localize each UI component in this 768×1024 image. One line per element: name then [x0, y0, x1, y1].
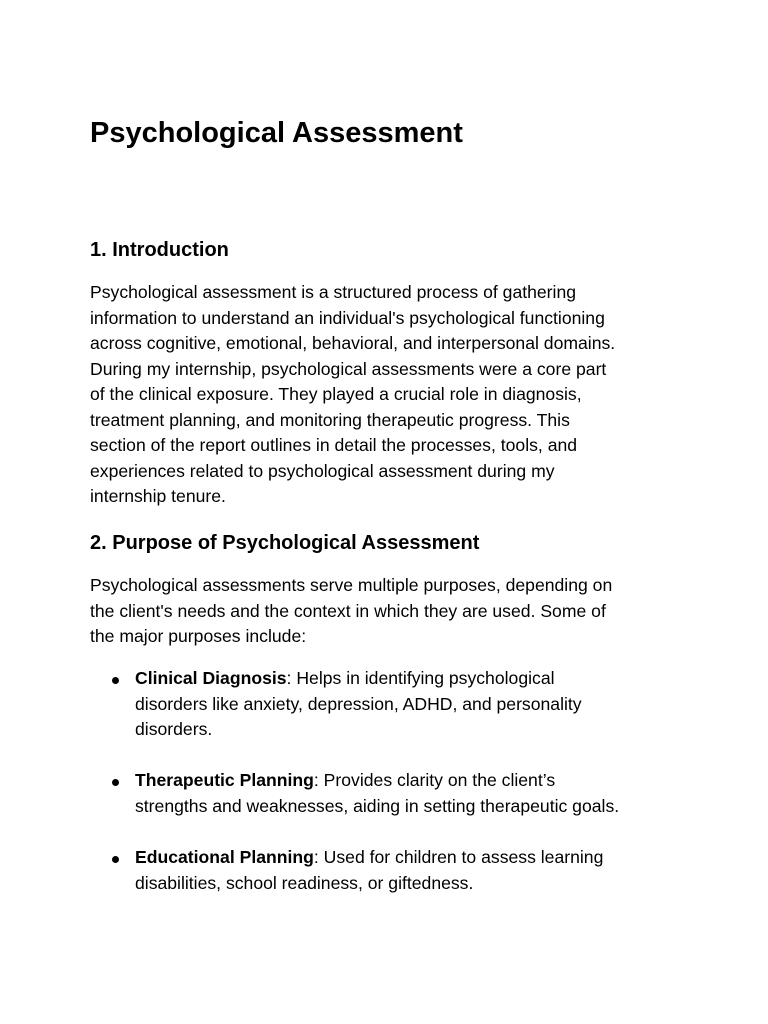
page-title: Psychological Assessment [90, 117, 463, 149]
paragraph-line: information to understand an individual's psychological functioning [90, 307, 605, 328]
paragraph-line: of the clinical exposure. They played a crucial role in diagnosis, [90, 384, 582, 404]
bullet-text-line: disabilities, school readiness, or giftedness. [135, 872, 474, 893]
paragraph-line: Psychological assessments serve multiple purposes, depending on [90, 575, 613, 595]
bullet-dot-icon [112, 779, 119, 786]
bullet-text-line: strengths and weaknesses, aiding in setting therapeutic goals. [135, 795, 620, 816]
introduction-paragraph [90, 280, 670, 510]
section-heading-purpose: 2. Purpose of Psychological Assessment [90, 532, 480, 554]
bullet-text: : Helps in identifying psychological [286, 668, 555, 688]
bullet-term: Clinical Diagnosis [135, 668, 287, 688]
paragraph-line: Psychological assessment is a structured process of gathering [90, 282, 577, 302]
bullet-term: Educational Planning [135, 847, 314, 867]
bullet-text-line: disorders. [135, 719, 213, 739]
paragraph-line: across cognitive, emotional, behavioral, and interpersonal domains. [90, 333, 616, 353]
section-heading-introduction: 1. Introduction [90, 239, 229, 261]
paragraph-line: the client's needs and the context in which they are used. Some of [90, 600, 606, 621]
paragraph-line: During my internship, psychological assessments were a core part [90, 358, 607, 379]
paragraph-line: internship tenure. [90, 486, 226, 506]
paragraph-line: treatment planning, and monitoring therapeutic progress. This [90, 409, 570, 430]
bullet-term: Therapeutic Planning [135, 770, 314, 790]
paragraph-line: experiences related to psychological assessment during my [90, 460, 555, 481]
bullet-text: : Used for children to assess learning [313, 847, 604, 867]
purpose-paragraph [90, 573, 670, 650]
bullet-text: : Provides clarity on the client’s [313, 770, 556, 790]
bullet-dot-icon [112, 856, 119, 863]
bullet-dot-icon [112, 677, 119, 684]
paragraph-line: section of the report outlines in detail the processes, tools, and [90, 435, 578, 455]
paragraph-line: the major purposes include: [90, 626, 307, 646]
bullet-text-line: disorders like anxiety, depression, ADHD, and personality [135, 693, 582, 714]
